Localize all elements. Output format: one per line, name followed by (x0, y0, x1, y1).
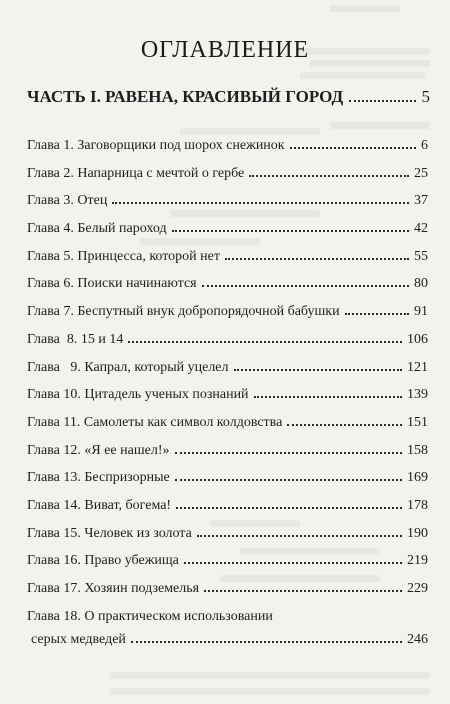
entry-title: Глава 17. Хозяин подземелья (27, 581, 200, 596)
entry-title: Глава 6. Поиски начинаются (27, 276, 197, 292)
entry-title: Глава 3. Отец (27, 193, 108, 209)
dot-leader (345, 313, 409, 315)
toc-entry (27, 525, 428, 553)
part-heading (27, 87, 430, 107)
dot-leader (175, 452, 403, 454)
entry-page: 91 (414, 304, 428, 320)
dot-leader (349, 100, 415, 102)
dot-leader (128, 341, 402, 343)
dot-leader (287, 424, 402, 426)
toc-entry (27, 220, 428, 248)
toc-entry (27, 359, 428, 387)
dot-leader (254, 396, 402, 398)
toc-entry (27, 442, 428, 470)
toc-entry (27, 414, 428, 442)
toc-entry (27, 275, 428, 303)
dot-leader (172, 230, 409, 232)
dot-leader (234, 369, 402, 371)
toc-entry (27, 469, 428, 497)
entry-page: 121 (407, 359, 428, 375)
dot-leader (197, 535, 402, 537)
entry-title: Глава 11. Самолеты как символ колдовства (27, 414, 283, 430)
entry-page: 25 (414, 165, 428, 181)
toc-entry (27, 331, 428, 359)
entry-title: Глава 5. Принцесса, которой нет (27, 248, 220, 264)
entry-page: 169 (407, 470, 428, 486)
entry-page: 190 (407, 525, 428, 541)
entry-title: Глава 10. Цитадель ученых познаний (27, 387, 249, 403)
entry-title: Глава 13. Беспризорные (27, 470, 170, 486)
entry-title-line1: Глава 18. О практическом использовании (27, 608, 273, 624)
dot-leader (112, 202, 409, 204)
entry-page: 139 (407, 387, 428, 403)
toc-entry (27, 303, 428, 331)
toc-entry (27, 248, 428, 276)
toc-entry-multiline (27, 608, 428, 650)
dot-leader (249, 175, 409, 177)
part-title: ЧАСТЬ I. РАВЕНА, КРАСИВЫЙ ГОРОД (27, 87, 344, 106)
part-page-number: 5 (421, 87, 430, 106)
entry-title: Глава 7. Беспутный внук добропорядочной бабушки (27, 304, 340, 320)
entry-title: Глава 16. Право убежища (27, 553, 179, 569)
toc-entry (27, 580, 428, 608)
entry-title: Глава 14. Виват, богема! (27, 497, 172, 513)
entry-page: 246 (407, 631, 428, 647)
toc-entry (27, 386, 428, 414)
entry-title-line2-row (27, 631, 428, 648)
dot-leader (202, 285, 409, 287)
entry-page: 42 (414, 221, 428, 237)
entry-page: 219 (407, 553, 428, 569)
toc-list (27, 137, 428, 650)
dot-leader (204, 590, 402, 592)
toc-entry (27, 552, 428, 580)
dot-leader (131, 641, 402, 643)
entry-page: 6 (421, 138, 428, 153)
entry-title: Глава 4. Белый пароход (27, 221, 167, 237)
dot-leader (175, 479, 402, 481)
toc-entry (27, 165, 428, 193)
entry-page: 106 (407, 331, 428, 347)
entry-title: Глава 1. Заговорщики под шорох снежинок (27, 138, 285, 153)
entry-page: 80 (414, 276, 428, 292)
entry-page: 37 (414, 193, 428, 209)
toc-entry (27, 192, 428, 220)
toc-entry (27, 497, 428, 525)
entry-page: 229 (407, 581, 428, 596)
page-title: ОГЛАВЛЕНИЕ (140, 37, 310, 63)
entry-title: Глава 15. Человек из золота (27, 525, 192, 541)
dot-leader (184, 562, 402, 564)
entry-page: 55 (414, 248, 428, 264)
entry-title: Глава 9. Капрал, который уцелел (27, 359, 229, 375)
entry-title: Глава 2. Напарница с мечтой о гербе (27, 165, 245, 181)
dot-leader (290, 147, 416, 149)
dot-leader (176, 507, 402, 509)
entry-page: 158 (407, 442, 428, 458)
toc-entry (27, 137, 428, 165)
dot-leader (225, 258, 409, 260)
entry-title: Глава 8. 15 и 14 (27, 331, 124, 347)
entry-page: 178 (407, 497, 428, 513)
entry-title-line2: серых медведей (31, 631, 126, 647)
entry-page: 151 (407, 414, 428, 430)
entry-title: Глава 12. «Я ее нашел!» (27, 442, 170, 458)
